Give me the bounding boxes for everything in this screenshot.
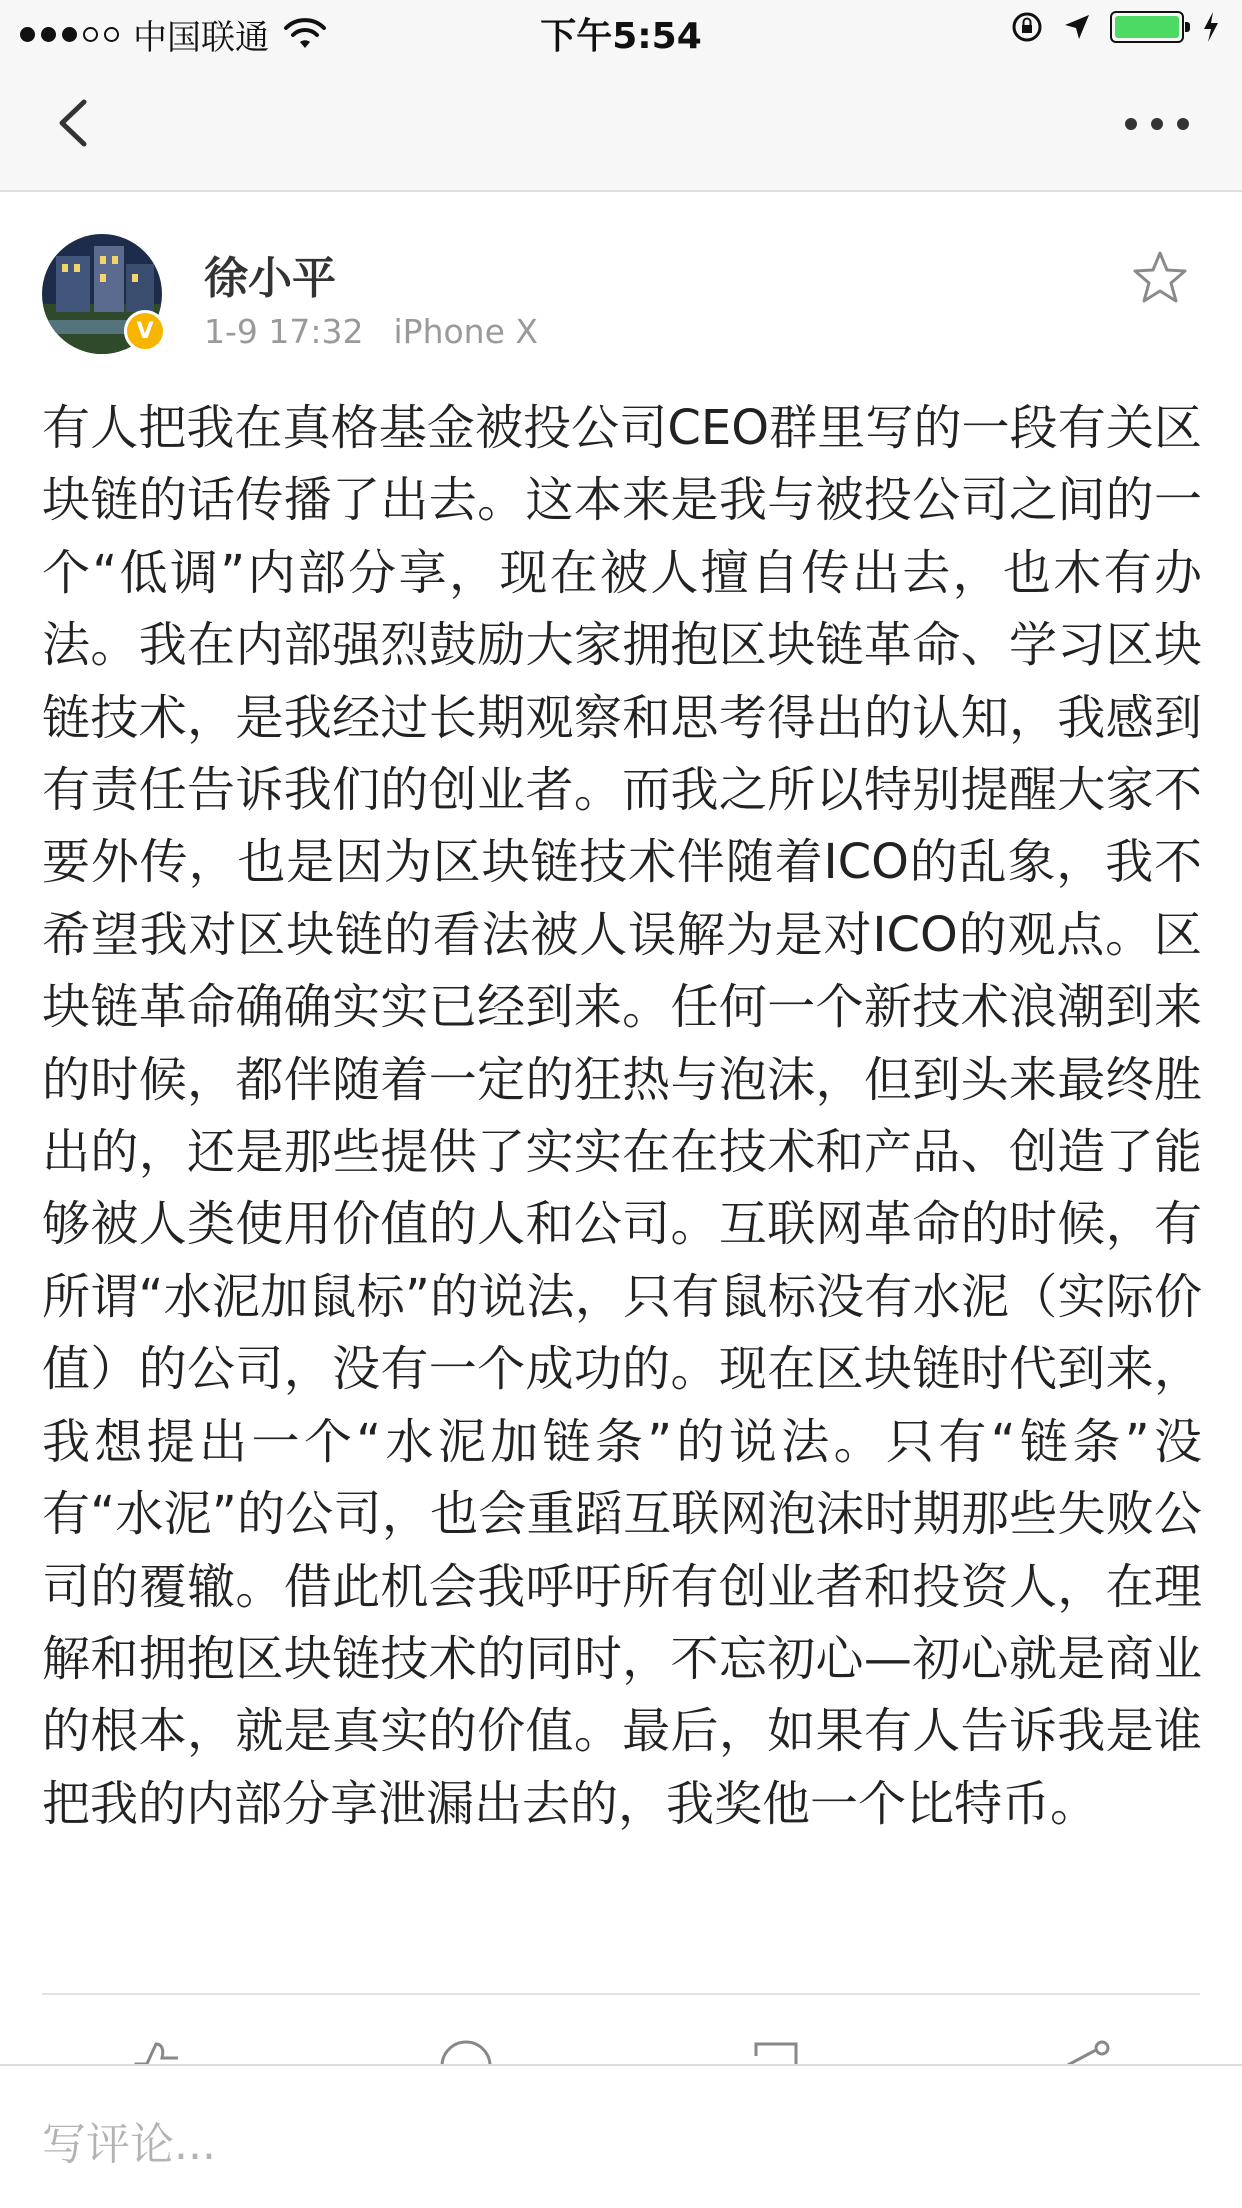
post-timestamp: 1-9 17:32 (204, 312, 364, 351)
chevron-left-icon (40, 88, 110, 158)
nav-bar (0, 60, 1242, 192)
comment-input[interactable]: 写评论... (42, 2119, 216, 2170)
verified-badge-icon: V (124, 310, 166, 352)
status-bar (0, 0, 1242, 60)
star-icon (1130, 248, 1190, 308)
status-right (1010, 10, 1220, 44)
post-source: iPhone X (393, 312, 538, 351)
post-content: 有人把我在真格基金被投公司CEO群里写的一段有关区块链的话传播了出去。这本来是我与被投公司之间的一个“低调”内部分享，现在被人擅自传出去，也木有办法。我在内部强烈鼓励大家拥抱区块链革命、学习区块链技术，是我经过长期观察和思考得出的认知，我感到有责任告诉我们的创业者。而我之所以特别提醒大家不要外传，也是因为区块链技术伴随着ICO的乱象，我不希望我对区块链的看法被人误解为是对ICO的观点。区块链革命确确实实已经到来。任何一个新技术浪潮到来的时候，都伴随着一定的狂热与泡沫，但到头来最终胜出的，还是那些提供了实实在在技术和产品、创造了能够被人类使用价值的人和公司。互联网革命的时候，有所谓“水泥加鼠标”的说法，只有鼠标没有水泥（实际价值）的公司，没有一个成功的。现在区块链时代到来，我想提出一个“水泥加链条”的说法。只有“链条”没有“水泥”的公司，也会重蹈互联网泡沫时期那些失败公司的覆辙。借此机会我呼吁所有创业者和投资人，在理解和拥抱区块链技术的同时，不忘初心—初心就是商业的根本，就是真实的价值。最后，如果有人告诉我是谁把我的内部分享泄漏出去的，我奖他一个比特币。 (42, 400, 1202, 1832)
post-meta (204, 312, 538, 351)
location-arrow-icon (1062, 12, 1092, 42)
more-dots-icon (1125, 118, 1137, 130)
back-button[interactable] (40, 88, 110, 158)
more-options-button[interactable] (1112, 94, 1202, 154)
carrier-name: 中国联通 (133, 18, 269, 58)
orientation-lock-icon (1010, 10, 1044, 44)
battery-icon (1110, 11, 1184, 43)
charging-bolt-icon (1202, 11, 1220, 43)
status-time: 下午5:54 (540, 16, 702, 57)
comment-bar (0, 2064, 1242, 2208)
author-name[interactable]: 徐小平 (204, 253, 336, 304)
divider (42, 1993, 1200, 1995)
favorite-button[interactable] (1130, 248, 1190, 308)
avatar[interactable] (42, 234, 162, 354)
